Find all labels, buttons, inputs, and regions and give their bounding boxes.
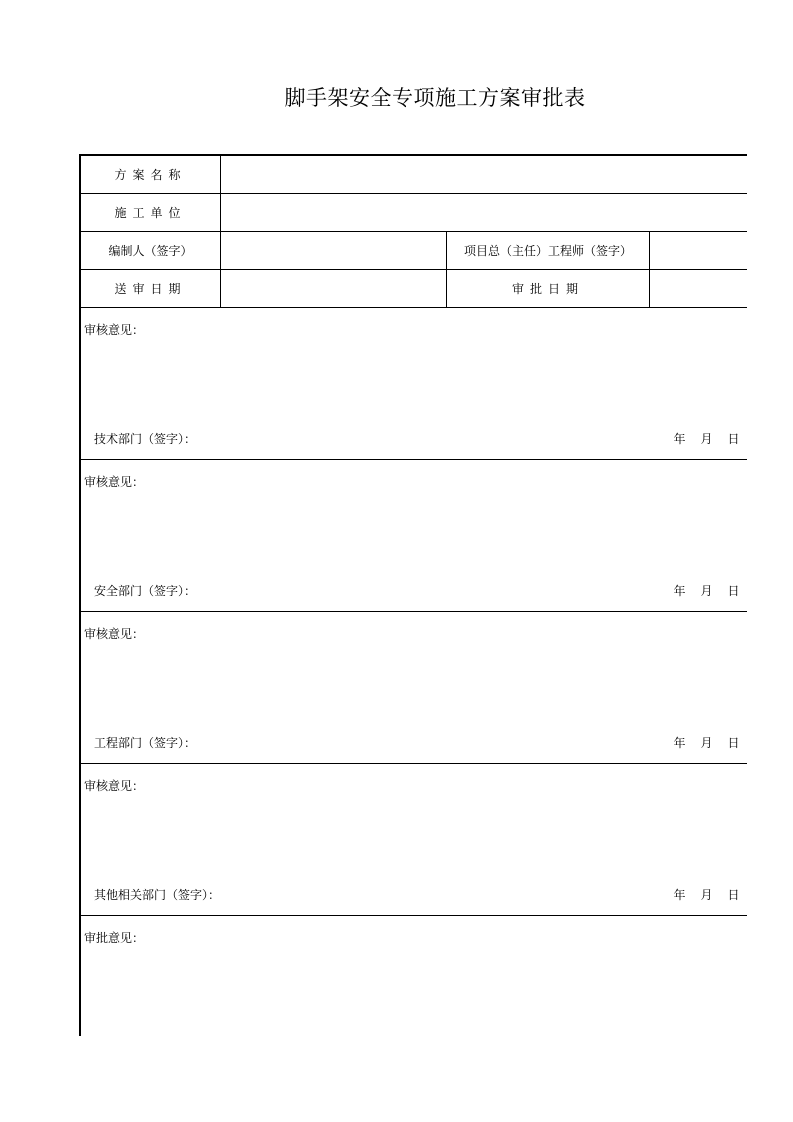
opinion-label: 审核意见： — [84, 627, 145, 641]
month-label: 月 — [700, 584, 713, 598]
row-construction-unit — [81, 194, 747, 232]
date-line — [666, 582, 747, 599]
section-safety-dept[interactable] — [81, 460, 747, 612]
section-engineering-dept[interactable] — [81, 612, 747, 764]
form-title: 脚手架安全专项施工方案审批表 — [284, 86, 586, 110]
date-line — [666, 734, 747, 751]
month-label: 月 — [700, 888, 713, 902]
sign-label: 其他相关部门（签字）： — [94, 888, 221, 902]
year-label: 年 — [673, 584, 686, 598]
date-line — [666, 430, 747, 447]
opinion-label: 审核意见： — [84, 779, 145, 793]
row-plan-name — [81, 156, 747, 194]
month-label: 月 — [700, 432, 713, 446]
day-label: 日 — [727, 736, 740, 750]
month-label: 月 — [700, 736, 713, 750]
approval-date-field[interactable] — [650, 270, 747, 307]
section-other-dept[interactable] — [81, 764, 747, 916]
approval-date-label: 审批日期 — [447, 270, 650, 307]
approval-form-table — [79, 154, 747, 1036]
sign-label: 技术部门（签字）： — [94, 432, 197, 446]
chief-engineer-label: 项目总（主任）工程师（签字） — [447, 232, 650, 269]
day-label: 日 — [727, 584, 740, 598]
editor-signature-field[interactable] — [221, 232, 447, 269]
sign-label: 安全部门（签字）： — [94, 584, 197, 598]
construction-unit-field[interactable] — [221, 194, 747, 231]
section-technical-dept[interactable] — [81, 308, 747, 460]
row-dates — [81, 270, 747, 308]
year-label: 年 — [673, 736, 686, 750]
day-label: 日 — [727, 432, 740, 446]
opinion-label: 审核意见： — [84, 475, 145, 489]
submit-date-label: 送审日期 — [81, 270, 221, 307]
submit-date-field[interactable] — [221, 270, 447, 307]
day-label: 日 — [727, 888, 740, 902]
opinion-label: 审核意见： — [84, 323, 145, 337]
row-editor — [81, 232, 747, 270]
construction-unit-label: 施工单位 — [81, 194, 221, 231]
year-label: 年 — [673, 432, 686, 446]
plan-name-label: 方案名称 — [81, 156, 221, 193]
date-line — [666, 886, 747, 903]
approval-opinion-label: 审批意见： — [84, 931, 145, 945]
year-label: 年 — [673, 888, 686, 902]
chief-engineer-signature-field[interactable] — [650, 232, 747, 269]
sign-label: 工程部门（签字）： — [94, 736, 197, 750]
plan-name-field[interactable] — [221, 156, 747, 193]
section-final-approval[interactable] — [81, 916, 747, 1036]
editor-label: 编制人（签字） — [81, 232, 221, 269]
